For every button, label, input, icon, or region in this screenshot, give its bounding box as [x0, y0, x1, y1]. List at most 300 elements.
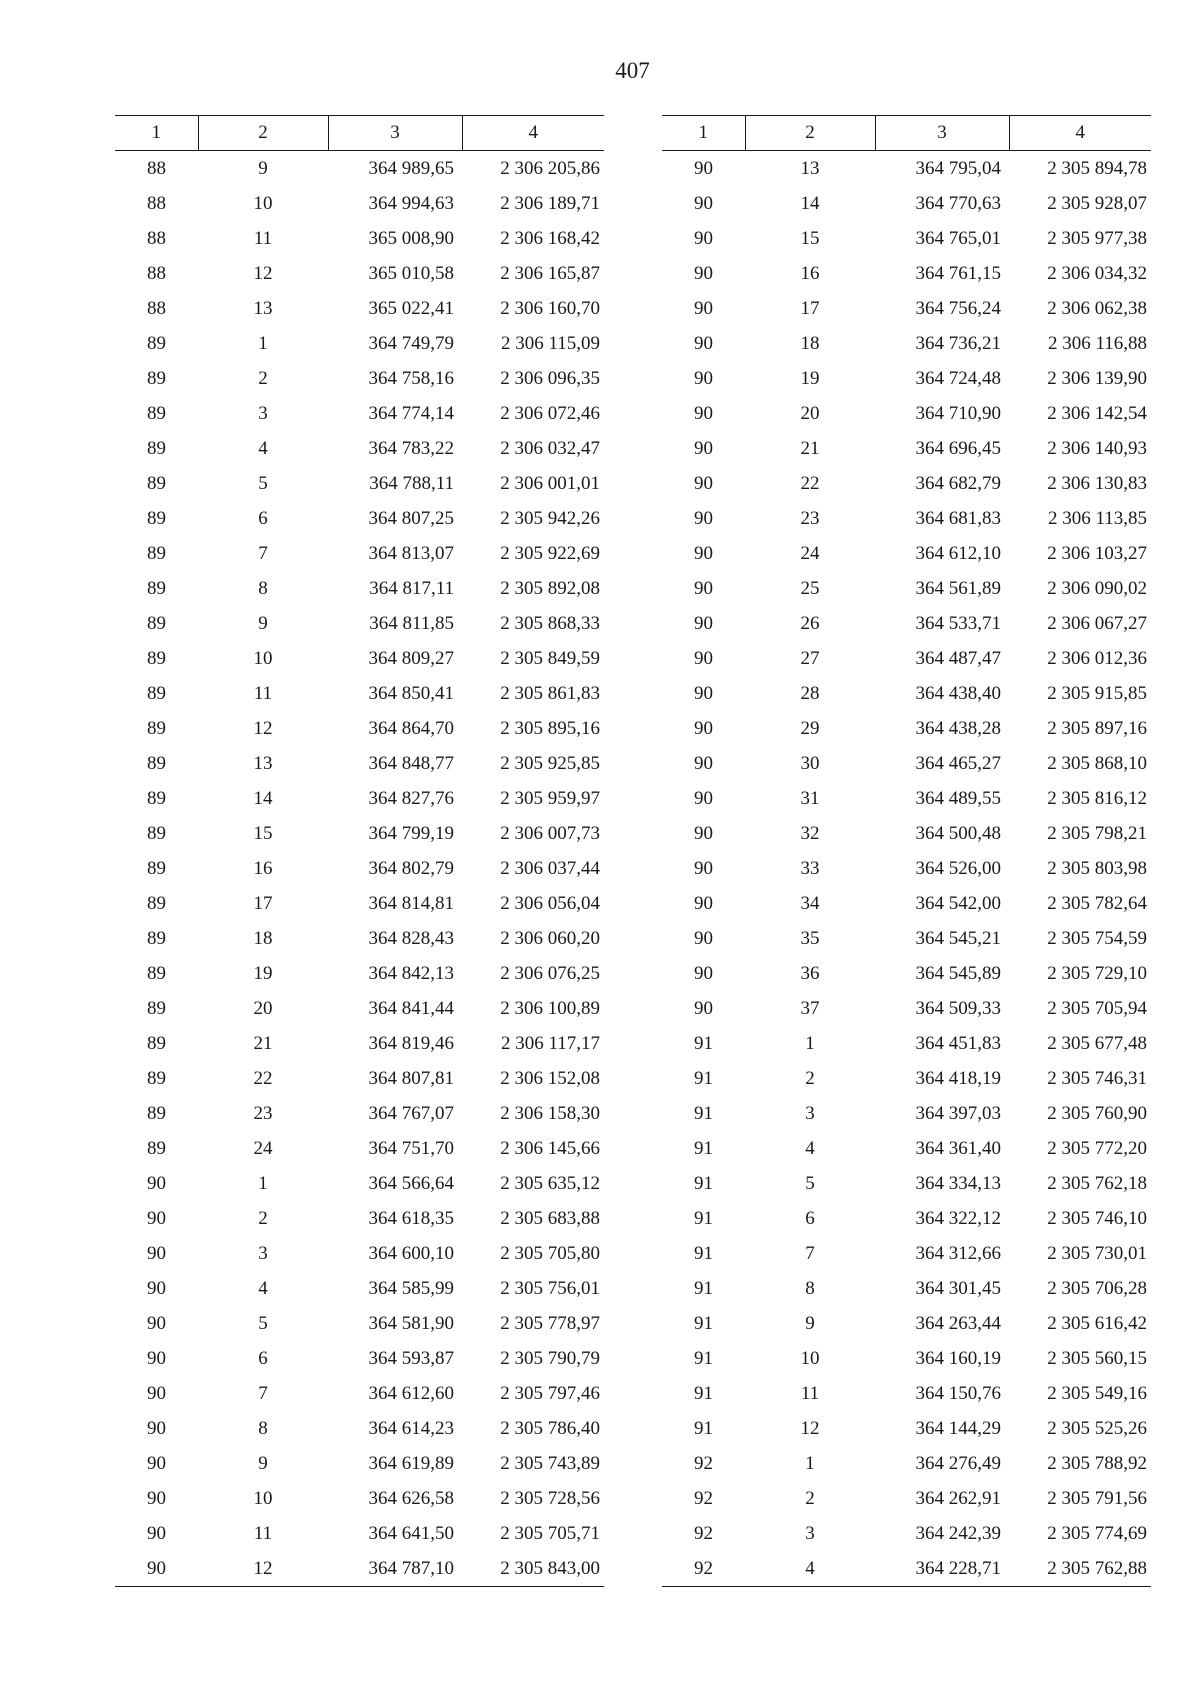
- cell-col-2: 37: [800, 997, 820, 1019]
- table-row: [662, 676, 1151, 711]
- cell-col-4: 2 305 925,85: [500, 752, 600, 774]
- cell-col-1: 90: [694, 787, 713, 809]
- cell-col-3: 364 770,63: [915, 192, 1001, 214]
- cell-col-3: 364 438,40: [915, 682, 1001, 704]
- cell-col-1: 89: [147, 1032, 166, 1054]
- cell-col-2: 12: [198, 1551, 328, 1587]
- table-row: [662, 1096, 1151, 1131]
- cell-col-3: 364 749,79: [368, 332, 454, 354]
- cell-col-4: 2 306 117,17: [500, 1032, 600, 1054]
- cell-col-2: 1: [258, 332, 268, 354]
- cell-col-1: 89: [147, 1067, 166, 1089]
- cell-col-1: 90: [147, 1242, 166, 1264]
- table-row: [662, 431, 1151, 466]
- cell-col-1: 92: [662, 1551, 745, 1587]
- table-row: [115, 291, 604, 326]
- cell-col-1: 90: [147, 1207, 166, 1229]
- table-row: [662, 1481, 1151, 1516]
- cell-col-1: 91: [694, 1382, 713, 1404]
- cell-col-1: 90: [694, 437, 713, 459]
- cell-col-2: 12: [253, 717, 273, 739]
- table-row: [662, 921, 1151, 956]
- cell-col-2: 11: [253, 1522, 273, 1544]
- table-row: [115, 1376, 604, 1411]
- table-row: [662, 746, 1151, 781]
- page-number: 407: [615, 58, 650, 83]
- cell-col-2: 23: [800, 507, 820, 529]
- cell-col-3: 364 994,63: [368, 192, 454, 214]
- cell-col-3: 364 989,65: [368, 157, 454, 179]
- cell-col-3: 364 150,76: [915, 1382, 1001, 1404]
- cell-col-4: 2 306 034,32: [1047, 262, 1147, 284]
- cell-col-4: 2 305 683,88: [500, 1207, 600, 1229]
- cell-col-2: 16: [253, 857, 273, 879]
- cell-col-2: 4: [258, 1277, 268, 1299]
- table-row: [662, 1166, 1151, 1201]
- cell-col-1: 88: [147, 262, 166, 284]
- cell-col-1: 89: [147, 1102, 166, 1124]
- cell-col-2: 7: [805, 1242, 815, 1264]
- cell-col-4: 2 305 762,88: [1009, 1551, 1151, 1587]
- table-row: [662, 1341, 1151, 1376]
- cell-col-4: 2 305 772,20: [1047, 1137, 1147, 1159]
- cell-col-4: 2 305 868,10: [1047, 752, 1147, 774]
- cell-col-2: 13: [253, 297, 273, 319]
- cell-col-2: 6: [805, 1207, 815, 1229]
- column-header-1: 1: [115, 116, 198, 151]
- cell-col-1: 90: [694, 157, 713, 179]
- table-row: [115, 186, 604, 221]
- cell-col-3: 364 262,91: [915, 1487, 1001, 1509]
- cell-col-2: 6: [258, 1347, 268, 1369]
- cell-col-2: 4: [745, 1551, 875, 1587]
- cell-col-3: 364 322,12: [915, 1207, 1001, 1229]
- cell-col-2: 23: [253, 1102, 273, 1124]
- cell-col-4: 2 306 103,27: [1047, 542, 1147, 564]
- table-row: [115, 641, 604, 676]
- cell-col-4: 2 306 160,70: [500, 297, 600, 319]
- cell-col-4: 2 306 165,87: [500, 262, 600, 284]
- cell-col-4: 2 306 158,30: [500, 1102, 600, 1124]
- cell-col-3: 364 612,60: [368, 1382, 454, 1404]
- cell-col-4: 2 306 067,27: [1047, 612, 1147, 634]
- table-row: [115, 1166, 604, 1201]
- table-row: [662, 886, 1151, 921]
- cell-col-1: 88: [147, 157, 166, 179]
- cell-col-4: 2 306 012,36: [1047, 647, 1147, 669]
- table-row: [115, 1201, 604, 1236]
- cell-col-4: 2 305 861,83: [500, 682, 600, 704]
- cell-col-3: 364 619,89: [368, 1452, 454, 1474]
- table-header: [662, 116, 1151, 151]
- cell-col-1: 89: [147, 962, 166, 984]
- cell-col-1: 90: [694, 647, 713, 669]
- cell-col-4: 2 306 139,90: [1047, 367, 1147, 389]
- cell-col-1: 90: [147, 1382, 166, 1404]
- cell-col-2: 21: [253, 1032, 273, 1054]
- cell-col-4: 2 305 894,78: [1047, 157, 1147, 179]
- table-row: [115, 326, 604, 361]
- table-row: [662, 536, 1151, 571]
- table-row: [662, 851, 1151, 886]
- cell-col-1: 90: [694, 507, 713, 529]
- cell-col-3: 364 451,83: [915, 1032, 1001, 1054]
- cell-col-2: 25: [800, 577, 820, 599]
- cell-col-1: 89: [147, 1137, 166, 1159]
- cell-col-1: 91: [694, 1207, 713, 1229]
- cell-col-2: 6: [258, 507, 268, 529]
- cell-col-2: 24: [800, 542, 820, 564]
- cell-col-4: 2 306 189,71: [500, 192, 600, 214]
- cell-col-3: 364 799,19: [368, 822, 454, 844]
- cell-col-4: 2 305 706,28: [1047, 1277, 1147, 1299]
- table-row: [115, 466, 604, 501]
- cell-col-4: 2 305 892,08: [500, 577, 600, 599]
- cell-col-4: 2 305 959,97: [500, 787, 600, 809]
- cell-col-1: 90: [694, 892, 713, 914]
- table-row: [662, 956, 1151, 991]
- cell-col-3: 364 841,44: [368, 997, 454, 1019]
- cell-col-3: 365 010,58: [368, 262, 454, 284]
- cell-col-2: 22: [253, 1067, 273, 1089]
- cell-col-2: 9: [258, 157, 268, 179]
- cell-col-3: 364 542,00: [915, 892, 1001, 914]
- cell-col-1: 89: [147, 612, 166, 634]
- cell-col-3: 364 418,19: [915, 1067, 1001, 1089]
- cell-col-2: 14: [800, 192, 820, 214]
- cell-col-3: 364 809,27: [368, 647, 454, 669]
- table-row: [115, 781, 604, 816]
- cell-col-2: 12: [800, 1417, 820, 1439]
- table-row: [662, 151, 1151, 187]
- table-row: [115, 1061, 604, 1096]
- cell-col-4: 2 305 746,10: [1047, 1207, 1147, 1229]
- cell-col-4: 2 305 786,40: [500, 1417, 600, 1439]
- cell-col-3: 364 600,10: [368, 1242, 454, 1264]
- table-row: [115, 606, 604, 641]
- cell-col-2: 3: [258, 1242, 268, 1264]
- cell-col-2: 10: [253, 192, 273, 214]
- cell-col-1: 90: [694, 682, 713, 704]
- table-row: [115, 956, 604, 991]
- cell-col-1: 91: [694, 1277, 713, 1299]
- cell-col-2: 21: [800, 437, 820, 459]
- cell-col-2: 14: [253, 787, 273, 809]
- cell-col-4: 2 305 922,69: [500, 542, 600, 564]
- table-row: [115, 676, 604, 711]
- cell-col-3: 364 561,89: [915, 577, 1001, 599]
- coordinates-table-left: [115, 115, 604, 1587]
- table-row: [662, 1516, 1151, 1551]
- cell-col-1: 90: [147, 1277, 166, 1299]
- cell-col-1: 90: [694, 262, 713, 284]
- cell-col-2: 35: [800, 927, 820, 949]
- table-row: [115, 816, 604, 851]
- cell-col-3: 364 626,58: [368, 1487, 454, 1509]
- table-row: [115, 1131, 604, 1166]
- cell-col-3: 364 263,44: [915, 1312, 1001, 1334]
- cell-col-2: 8: [258, 1417, 268, 1439]
- cell-col-4: 2 305 549,16: [1047, 1382, 1147, 1404]
- cell-col-4: 2 305 525,26: [1047, 1417, 1147, 1439]
- cell-col-1: 88: [147, 297, 166, 319]
- cell-col-3: 364 802,79: [368, 857, 454, 879]
- cell-col-3: 364 811,85: [369, 612, 454, 634]
- cell-col-4: 2 305 942,26: [500, 507, 600, 529]
- cell-col-1: 89: [147, 507, 166, 529]
- cell-col-2: 5: [258, 472, 268, 494]
- cell-col-4: 2 306 062,38: [1047, 297, 1147, 319]
- cell-col-1: 90: [694, 297, 713, 319]
- cell-col-4: 2 305 849,59: [500, 647, 600, 669]
- cell-col-2: 4: [805, 1137, 815, 1159]
- table-row: [115, 1096, 604, 1131]
- cell-col-3: 364 487,47: [915, 647, 1001, 669]
- cell-col-3: 364 819,46: [368, 1032, 454, 1054]
- cell-col-3: 364 765,01: [915, 227, 1001, 249]
- cell-col-2: 3: [805, 1522, 815, 1544]
- cell-col-4: 2 305 705,71: [500, 1522, 600, 1544]
- cell-col-3: 364 526,00: [915, 857, 1001, 879]
- cell-col-1: 90: [147, 1172, 166, 1194]
- cell-col-2: 15: [800, 227, 820, 249]
- cell-col-2: 15: [253, 822, 273, 844]
- cell-col-4: 2 305 782,64: [1047, 892, 1147, 914]
- cell-col-3: 364 807,25: [368, 507, 454, 529]
- table-row: [115, 501, 604, 536]
- cell-col-1: 88: [147, 227, 166, 249]
- cell-col-1: 90: [694, 822, 713, 844]
- cell-col-3: 364 160,19: [915, 1347, 1001, 1369]
- cell-col-1: 90: [694, 227, 713, 249]
- cell-col-1: 90: [115, 1551, 198, 1587]
- cell-col-1: 89: [147, 787, 166, 809]
- cell-col-4: 2 306 032,47: [500, 437, 600, 459]
- cell-col-1: 90: [147, 1312, 166, 1334]
- cell-col-1: 89: [147, 997, 166, 1019]
- cell-col-4: 2 306 060,20: [500, 927, 600, 949]
- cell-col-3: 364 581,90: [368, 1312, 454, 1334]
- cell-col-2: 33: [800, 857, 820, 879]
- cell-col-1: 90: [694, 997, 713, 1019]
- cell-col-2: 19: [253, 962, 273, 984]
- table-row: [115, 886, 604, 921]
- table-row: [115, 256, 604, 291]
- cell-col-3: 364 641,50: [368, 1522, 454, 1544]
- table-header: [115, 116, 604, 151]
- cell-col-1: 89: [147, 332, 166, 354]
- table-row: [115, 361, 604, 396]
- cell-col-2: 17: [253, 892, 273, 914]
- cell-col-2: 24: [253, 1137, 273, 1159]
- cell-col-3: 364 312,66: [915, 1242, 1001, 1264]
- cell-col-2: 28: [800, 682, 820, 704]
- cell-col-1: 90: [694, 612, 713, 634]
- table-row: [662, 501, 1151, 536]
- cell-col-2: 7: [258, 542, 268, 564]
- cell-col-1: 90: [694, 192, 713, 214]
- table-row: [115, 1551, 604, 1587]
- cell-col-1: 90: [694, 962, 713, 984]
- cell-col-4: 2 305 788,92: [1047, 1452, 1147, 1474]
- cell-col-4: 2 306 113,85: [1047, 507, 1147, 529]
- cell-col-3: 364 533,71: [915, 612, 1001, 634]
- cell-col-1: 90: [694, 857, 713, 879]
- cell-col-3: 364 500,48: [915, 822, 1001, 844]
- table-row: [115, 1341, 604, 1376]
- cell-col-3: 364 489,55: [915, 787, 1001, 809]
- cell-col-3: 364 566,64: [368, 1172, 454, 1194]
- cell-col-1: 92: [694, 1452, 713, 1474]
- cell-col-3: 364 807,81: [368, 1067, 454, 1089]
- cell-col-1: 88: [147, 192, 166, 214]
- cell-col-2: 10: [800, 1347, 820, 1369]
- cell-col-2: 5: [805, 1172, 815, 1194]
- table-row: [662, 711, 1151, 746]
- cell-col-3: 364 228,71: [875, 1551, 1009, 1587]
- cell-col-4: 2 306 140,93: [1047, 437, 1147, 459]
- cell-col-3: 364 710,90: [915, 402, 1001, 424]
- cell-col-1: 89: [147, 892, 166, 914]
- cell-col-3: 364 756,24: [915, 297, 1001, 319]
- cell-col-3: 364 813,07: [368, 542, 454, 564]
- table-row: [115, 746, 604, 781]
- cell-col-2: 8: [258, 577, 268, 599]
- cell-col-4: 2 305 743,89: [500, 1452, 600, 1474]
- cell-col-3: 364 397,03: [915, 1102, 1001, 1124]
- cell-col-3: 364 438,28: [915, 717, 1001, 739]
- cell-col-2: 20: [800, 402, 820, 424]
- cell-col-3: 364 795,04: [915, 157, 1001, 179]
- cell-col-1: 90: [147, 1452, 166, 1474]
- table-row: [662, 1271, 1151, 1306]
- cell-col-3: 364 681,83: [915, 507, 1001, 529]
- table-row: [662, 1376, 1151, 1411]
- cell-col-3: 364 828,43: [368, 927, 454, 949]
- cell-col-1: 90: [147, 1347, 166, 1369]
- cell-col-1: 90: [694, 542, 713, 564]
- cell-col-4: 2 306 116,88: [1047, 332, 1147, 354]
- cell-col-2: 18: [800, 332, 820, 354]
- cell-col-2: 26: [800, 612, 820, 634]
- cell-col-3: 364 614,23: [368, 1417, 454, 1439]
- cell-col-1: 89: [147, 927, 166, 949]
- table-row: [115, 221, 604, 256]
- table-row: [662, 816, 1151, 851]
- cell-col-1: 89: [147, 822, 166, 844]
- cell-col-4: 2 306 090,02: [1047, 577, 1147, 599]
- table-row: [662, 991, 1151, 1026]
- cell-col-2: 10: [253, 647, 273, 669]
- cell-col-1: 91: [694, 1417, 713, 1439]
- table-row: [662, 256, 1151, 291]
- table-row: [662, 221, 1151, 256]
- cell-col-3: 365 022,41: [368, 297, 454, 319]
- cell-col-1: 89: [147, 857, 166, 879]
- table-row: [662, 466, 1151, 501]
- column-header-4: 4: [462, 116, 604, 151]
- cell-col-2: 2: [805, 1487, 815, 1509]
- table-row: [662, 1026, 1151, 1061]
- cell-col-1: 92: [694, 1487, 713, 1509]
- cell-col-3: 364 545,89: [915, 962, 1001, 984]
- cell-col-4: 2 305 677,48: [1047, 1032, 1147, 1054]
- cell-col-3: 364 864,70: [368, 717, 454, 739]
- cell-col-2: 5: [258, 1312, 268, 1334]
- cell-col-4: 2 305 762,18: [1047, 1172, 1147, 1194]
- table-row: [115, 1306, 604, 1341]
- table-row: [662, 606, 1151, 641]
- cell-col-1: 91: [694, 1242, 713, 1264]
- cell-col-4: 2 305 791,56: [1047, 1487, 1147, 1509]
- header-row: [115, 116, 604, 151]
- cell-col-4: 2 306 007,73: [500, 822, 600, 844]
- cell-col-3: 365 008,90: [368, 227, 454, 249]
- cell-col-1: 91: [694, 1347, 713, 1369]
- cell-col-1: 90: [147, 1417, 166, 1439]
- cell-col-2: 11: [253, 682, 273, 704]
- cell-col-3: 364 301,45: [915, 1277, 1001, 1299]
- cell-col-1: 89: [147, 367, 166, 389]
- cell-col-4: 2 305 816,12: [1047, 787, 1147, 809]
- cell-col-4: 2 306 115,09: [500, 332, 600, 354]
- cell-col-1: 91: [694, 1067, 713, 1089]
- cell-col-3: 364 817,11: [369, 577, 454, 599]
- cell-col-2: 9: [258, 612, 268, 634]
- cell-col-2: 1: [805, 1452, 815, 1474]
- cell-col-2: 2: [805, 1067, 815, 1089]
- cell-col-4: 2 305 774,69: [1047, 1522, 1147, 1544]
- table-row: [662, 1061, 1151, 1096]
- cell-col-2: 9: [805, 1312, 815, 1334]
- cell-col-3: 364 509,33: [915, 997, 1001, 1019]
- table-row: [115, 396, 604, 431]
- table-row: [115, 1411, 604, 1446]
- cell-col-4: 2 305 798,21: [1047, 822, 1147, 844]
- cell-col-4: 2 306 001,01: [500, 472, 600, 494]
- cell-col-3: 364 788,11: [369, 472, 454, 494]
- cell-col-2: 7: [258, 1382, 268, 1404]
- table-row: [662, 1551, 1151, 1587]
- cell-col-3: 364 242,39: [915, 1522, 1001, 1544]
- cell-col-2: 2: [258, 367, 268, 389]
- cell-col-2: 10: [253, 1487, 273, 1509]
- cell-col-2: 1: [258, 1172, 268, 1194]
- table-row: [115, 536, 604, 571]
- cell-col-1: 92: [694, 1522, 713, 1544]
- table-row: [662, 1446, 1151, 1481]
- cell-col-1: 89: [147, 682, 166, 704]
- table-row: [662, 1306, 1151, 1341]
- cell-col-1: 89: [147, 577, 166, 599]
- table-row: [662, 1201, 1151, 1236]
- cell-col-4: 2 305 560,15: [1047, 1347, 1147, 1369]
- table-row: [115, 1481, 604, 1516]
- cell-col-4: 2 306 130,83: [1047, 472, 1147, 494]
- cell-col-3: 364 465,27: [915, 752, 1001, 774]
- cell-col-1: 91: [694, 1312, 713, 1334]
- cell-col-1: 91: [694, 1137, 713, 1159]
- table-row: [115, 1026, 604, 1061]
- cell-col-1: 90: [694, 927, 713, 949]
- column-header-4: 4: [1009, 116, 1151, 151]
- table-row: [662, 396, 1151, 431]
- cell-col-1: 90: [147, 1522, 166, 1544]
- cell-col-4: 2 305 729,10: [1047, 962, 1147, 984]
- column-header-1: 1: [662, 116, 745, 151]
- cell-col-4: 2 306 100,89: [500, 997, 600, 1019]
- cell-col-3: 364 682,79: [915, 472, 1001, 494]
